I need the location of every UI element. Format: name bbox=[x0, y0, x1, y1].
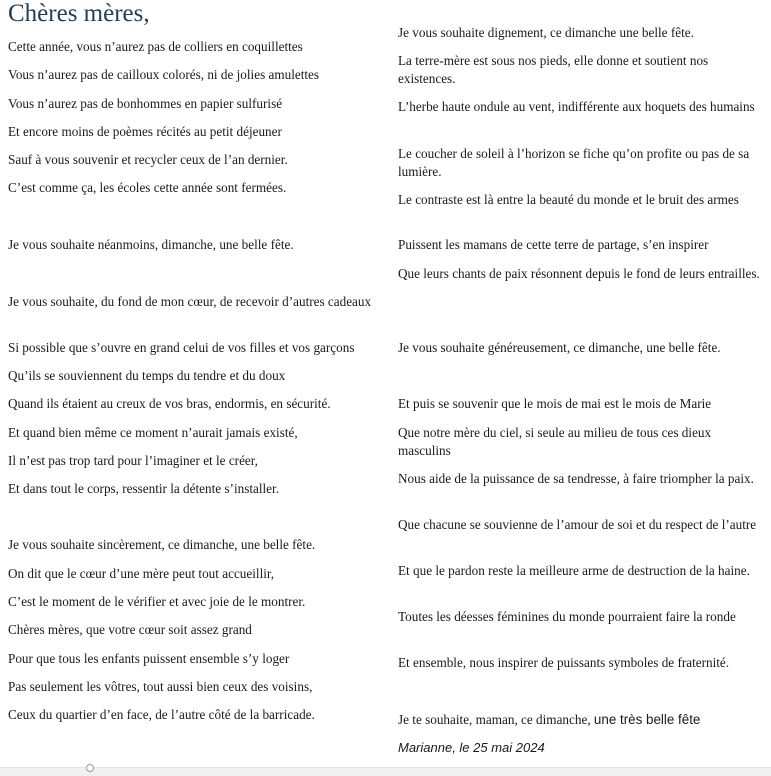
left-line: C’est comme ça, les écoles cette année sont fermées. bbox=[8, 180, 287, 195]
signature: Marianne, le 25 mai 2024 bbox=[398, 740, 545, 755]
footer-handle-icon bbox=[86, 764, 94, 772]
closing-wish-end: une très belle fête bbox=[593, 712, 701, 727]
left-line: Je vous souhaite sincèrement, ce dimanche, une belle fête. bbox=[8, 537, 316, 552]
closing-wish bbox=[398, 711, 764, 729]
left-line: Sauf à vous souvenir et recycler ceux de l’an dernier. bbox=[8, 152, 288, 167]
left-line: Il n’est pas trop tard pour l’imaginer et le créer, bbox=[8, 453, 258, 468]
left-line: Quand ils étaient au creux de vos bras, endormis, en sécurité. bbox=[8, 396, 331, 411]
right-line: Et puis se souvenir que le mois de mai est le mois de Marie bbox=[398, 396, 712, 411]
right-line: Nous aide de la puissance de sa tendresse, à faire triompher la paix. bbox=[398, 471, 754, 486]
left-line: Pour que tous les enfants puissent ensemble s’y loger bbox=[8, 651, 290, 666]
right-line: Le coucher de soleil à l’horizon se fiche qu’on profite ou pas de sa lumière. bbox=[398, 146, 750, 179]
left-line: Cette année, vous n’aurez pas de colliers en coquillettes bbox=[8, 39, 303, 54]
left-line: Si possible que s’ouvre en grand celui de vos filles et vos garçons bbox=[8, 340, 355, 355]
poem-title: Chères mères, bbox=[8, 0, 150, 27]
left-line: Pas seulement les vôtres, tout aussi bien ceux des voisins, bbox=[8, 679, 313, 694]
left-line: Je vous souhaite, du fond de mon cœur, de recevoir d’autres cadeaux bbox=[8, 294, 372, 309]
right-line: La terre-mère est sous nos pieds, elle donne et soutient nos existences. bbox=[398, 53, 709, 86]
right-line: Toutes les déesses féminines du monde pourraient faire la ronde bbox=[398, 609, 736, 624]
left-line: C’est le moment de le vérifier et avec joie de le montrer. bbox=[8, 594, 306, 609]
left-line: Vous n’aurez pas de bonhommes en papier sulfurisé bbox=[8, 96, 283, 111]
left-line: On dit que le cœur d’une mère peut tout accueillir, bbox=[8, 566, 275, 581]
left-line: Vous n’aurez pas de cailloux colorés, ni de jolies amulettes bbox=[8, 67, 320, 82]
left-line: Chères mères, que votre cœur soit assez grand bbox=[8, 622, 252, 637]
right-line: Et que le pardon reste la meilleure arme de destruction de la haine. bbox=[398, 563, 750, 578]
left-line: Et encore moins de poèmes récités au petit déjeuner bbox=[8, 124, 282, 139]
right-line: Le contraste est là entre la beauté du monde et le bruit des armes bbox=[398, 192, 739, 207]
closing-wish-start: Je te souhaite, maman, ce dimanche, bbox=[398, 712, 591, 727]
left-line: Ceux du quartier d’en face, de l’autre côté de la barricade. bbox=[8, 707, 315, 722]
right-line: Que leurs chants de paix résonnent depuis le fond de leurs entrailles. bbox=[398, 266, 760, 281]
left-line: Et quand bien même ce moment n’aurait jamais existé, bbox=[8, 425, 298, 440]
left-line: Qu’ils se souviennent du temps du tendre et du doux bbox=[8, 368, 286, 383]
right-line: Je vous souhaite généreusement, ce dimanche, une belle fête. bbox=[398, 340, 721, 355]
right-line: Je vous souhaite dignement, ce dimanche une belle fête. bbox=[398, 25, 694, 40]
left-line: Je vous souhaite néanmoins, dimanche, une belle fête. bbox=[8, 237, 294, 252]
right-line: Que notre mère du ciel, si seule au milieu de tous ces dieux masculins bbox=[398, 425, 712, 458]
right-line: Puissent les mamans de cette terre de partage, s’en inspirer bbox=[398, 237, 709, 252]
left-line: Et dans tout le corps, ressentir la détente s’installer. bbox=[8, 481, 279, 496]
right-line: Et ensemble, nous inspirer de puissants symboles de fraternité. bbox=[398, 655, 730, 670]
right-line: Que chacune se souvienne de l’amour de soi et du respect de l’autre bbox=[398, 517, 757, 532]
right-line: L’herbe haute ondule au vent, indifférente aux hoquets des humains bbox=[398, 99, 755, 114]
